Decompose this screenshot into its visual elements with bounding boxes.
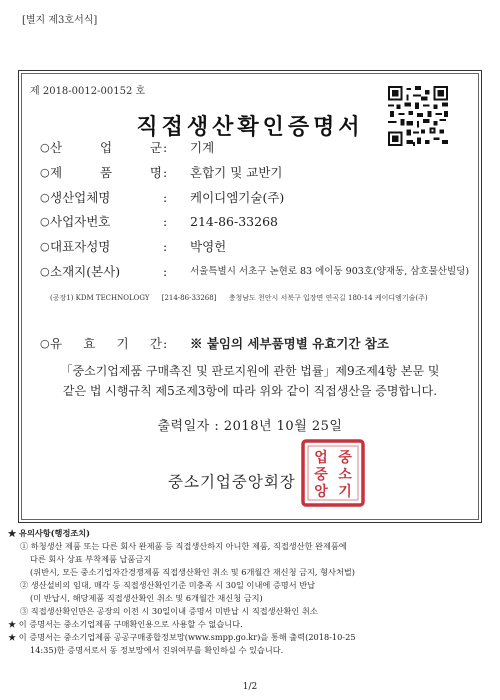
document-number: 제 2018-0012-00152 호 bbox=[30, 86, 146, 97]
colon: : bbox=[163, 140, 168, 155]
official-seal-icon bbox=[300, 438, 366, 508]
field-value: ※ 붙임의 세부품명별 유효기간 참조 bbox=[190, 336, 389, 351]
factory-label: (공장1) KDM TECHNOLOGY bbox=[50, 294, 150, 302]
colon: : bbox=[163, 214, 168, 229]
bullet-icon: ○ bbox=[40, 141, 50, 154]
note-line: 다른 회사 상표 부착제품 납품금지 bbox=[30, 554, 152, 564]
field-value: 혼합기 및 교반기 bbox=[190, 165, 283, 180]
field-label: 산 업 군 bbox=[50, 140, 162, 155]
note-line: ② 생산설비의 임대, 매각 등 직접생산확인기준 미충족 시 30일 이내에 증명서 반납 bbox=[20, 580, 316, 590]
statement-line: 같은 법 시행규칙 제5조제3항에 따라 위와 같이 직접생산을 증명합니다. bbox=[62, 384, 438, 398]
field-label: 유 효 기 간 bbox=[50, 336, 162, 351]
notes-section bbox=[8, 527, 496, 657]
field-label: 사업자번호 bbox=[50, 214, 111, 229]
svg-text:중: 중 bbox=[338, 450, 352, 466]
note-line: ★ 이 증명서는 중소기업제품 공공구매종합정보망(www.smpp.go.kr)을 통해 출력(2018-10-25 bbox=[8, 632, 356, 642]
document-title: 직접생산확인증명서 bbox=[136, 114, 364, 140]
svg-text:업: 업 bbox=[314, 450, 328, 466]
field-label: 소재지(본사) bbox=[50, 264, 121, 279]
print-date: 출력일자 : 2018년 10월 25일 bbox=[157, 419, 343, 434]
colon: : bbox=[163, 165, 168, 180]
bullet-icon: ○ bbox=[40, 166, 50, 179]
svg-text:중: 중 bbox=[314, 467, 328, 483]
note-line: ★ 이 증명서는 중소기업제품 구매확인용으로 사용할 수 없습니다. bbox=[8, 619, 243, 629]
field-label: 제 품 명 bbox=[50, 165, 162, 180]
colon: : bbox=[163, 264, 168, 279]
colon: : bbox=[163, 190, 168, 205]
statement-line: 「중소기업제품 구매촉진 및 판로지원에 관한 법률」제9조제4항 본문 및 bbox=[60, 364, 440, 378]
field-label: 생산업체명 bbox=[50, 190, 111, 205]
field-value: 박영헌 bbox=[190, 239, 227, 254]
page-number: 1/2 bbox=[242, 682, 258, 692]
svg-text:소: 소 bbox=[338, 467, 352, 483]
svg-text:기: 기 bbox=[338, 484, 352, 500]
svg-text:앙: 앙 bbox=[314, 484, 328, 500]
factory-address: 충청남도 천안시 서북구 입장면 연곡길 180-14 케이디엠기술(주) bbox=[228, 294, 428, 302]
field-value: 케이디엠기술(주) bbox=[190, 190, 285, 205]
note-line: (미 반납시, 해당제품 직접생산확인 취소 및 6개월간 재신청 금지) bbox=[30, 593, 263, 603]
form-label: [별지 제3호서식] bbox=[22, 15, 98, 26]
field-value: 서울특별시 서초구 논현로 83 에이동 903호(양재동, 삼호물산빌딩) bbox=[190, 266, 470, 277]
note-line: (위반시, 모든 중소기업자간경쟁제품 직접생산확인 취소 및 6개월간 재신청 금지, 형사처벌) bbox=[30, 567, 355, 577]
field-value: 214-86-33268 bbox=[190, 214, 278, 229]
colon: : bbox=[163, 239, 168, 254]
note-line: 14:35)한 증명서로서 동 정보망에서 진위여부를 확인하실 수 있습니다. bbox=[30, 645, 284, 655]
issuer-name: 중소기업중앙회장 bbox=[168, 473, 296, 491]
note-line: ③ 직접생산확인만은 공장의 이전 시 30일이내 증명서 미반납 시 직접생산확인 취소 bbox=[20, 606, 318, 616]
note-line: ★ 유의사항(행정조치) bbox=[8, 528, 91, 538]
field-value: 기계 bbox=[190, 140, 215, 155]
bullet-icon: ○ bbox=[40, 191, 50, 204]
bullet-icon: ○ bbox=[40, 337, 50, 350]
factory-info bbox=[50, 293, 438, 303]
bullet-icon: ○ bbox=[40, 215, 50, 228]
note-line: ① 하청생산 제품 또는 다른 회사 완제품 등 직접생산하지 아니한 제품, 직접생산한 완제품에 bbox=[20, 541, 347, 551]
field-label: 대표자성명 bbox=[50, 239, 111, 254]
factory-business-number: [214-86-33268] bbox=[161, 294, 217, 302]
colon: : bbox=[163, 336, 168, 351]
bullet-icon: ○ bbox=[40, 240, 50, 253]
bullet-icon: ○ bbox=[40, 265, 50, 278]
